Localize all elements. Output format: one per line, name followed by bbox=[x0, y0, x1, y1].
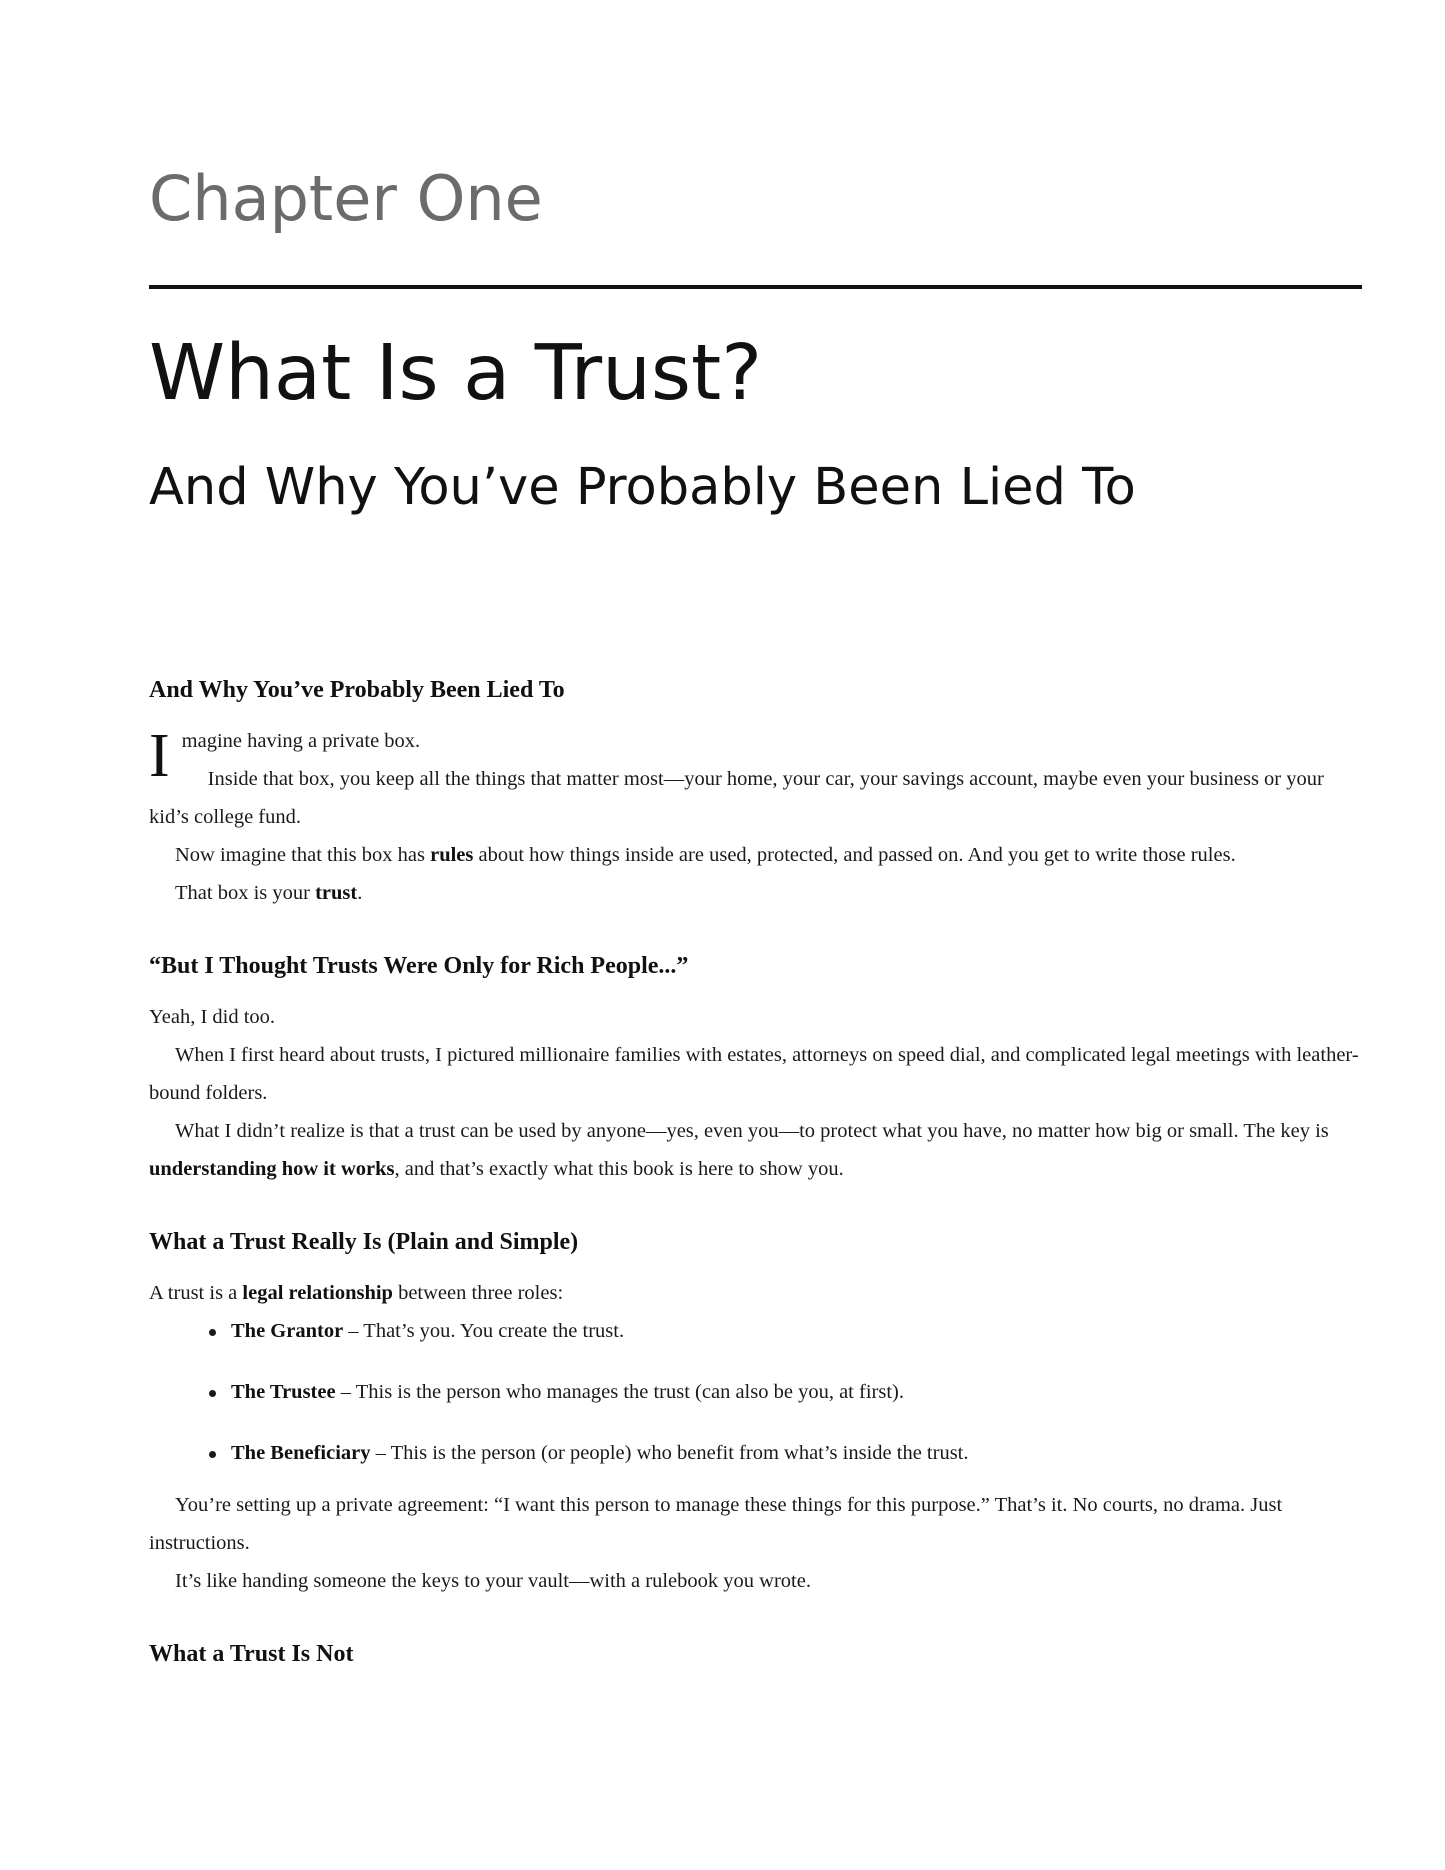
roles-list bbox=[149, 1312, 1362, 1472]
intro-paragraph-3 bbox=[149, 836, 1362, 874]
intro-paragraph-4 bbox=[149, 874, 1362, 912]
rich-paragraph-3 bbox=[149, 1112, 1362, 1188]
really-intro-paragraph bbox=[149, 1274, 1362, 1312]
role-description: – This is the person (or people) who benefit from what’s inside the trust. bbox=[370, 1442, 969, 1464]
section-heading-really-is: What a Trust Really Is (Plain and Simple) bbox=[149, 1229, 579, 1255]
rich-paragraph-3-b: , and that’s exactly what this book is here to show you. bbox=[394, 1158, 844, 1180]
intro-paragraph-2: Inside that box, you keep all the things that matter most—your home, your car, your savings account, maybe even your business or your kid’s college fund. bbox=[149, 768, 1324, 828]
drop-cap: I bbox=[149, 722, 170, 790]
spacer bbox=[149, 1262, 1362, 1274]
section-heading-intro: And Why You’ve Probably Been Lied To bbox=[149, 677, 565, 703]
intro-paragraph-4-a: That box is your bbox=[175, 882, 316, 904]
intro-paragraph-3-a: Now imagine that this box has bbox=[175, 844, 431, 866]
dropcap-paragraph bbox=[149, 722, 1362, 836]
list-item bbox=[231, 1312, 1362, 1350]
spacer bbox=[149, 986, 1362, 998]
really-paragraph-after-2: It’s like handing someone the keys to your vault—with a rulebook you wrote. bbox=[175, 1570, 811, 1592]
rich-paragraph-3-a: What I didn’t realize is that a trust can be used by anyone—yes, even you—to protect what you have, no matter how big or small. The key is bbox=[175, 1120, 1329, 1142]
chapter-subtitle: And Why You’ve Probably Been Lied To bbox=[149, 458, 1136, 517]
intro-paragraph-1 bbox=[149, 722, 1362, 760]
spacer bbox=[149, 912, 1362, 946]
role-name: The Beneficiary bbox=[231, 1442, 371, 1464]
chapter-body bbox=[149, 670, 1362, 1674]
intro-paragraph-4-bold: trust bbox=[315, 882, 358, 904]
really-intro-bold: legal relationship bbox=[242, 1282, 393, 1304]
role-description: – This is the person who manages the trust (can also be you, at first). bbox=[335, 1381, 904, 1403]
spacer bbox=[149, 1600, 1362, 1634]
spacer bbox=[149, 710, 1362, 722]
chapter-title: What Is a Trust? bbox=[149, 329, 763, 418]
role-description: – That’s you. You create the trust. bbox=[343, 1320, 625, 1342]
section-heading-is-not: What a Trust Is Not bbox=[149, 1641, 354, 1667]
list-item bbox=[231, 1434, 1362, 1472]
really-intro-a: A trust is a bbox=[149, 1282, 243, 1304]
intro-paragraph-1-text: magine having a private box. bbox=[181, 730, 421, 752]
rich-paragraph-3-bold: understanding how it works bbox=[149, 1158, 395, 1180]
chapter-divider bbox=[149, 285, 1362, 289]
role-name: The Grantor bbox=[231, 1320, 344, 1342]
role-name: The Trustee bbox=[231, 1381, 336, 1403]
intro-paragraph-3-bold: rules bbox=[430, 844, 474, 866]
really-paragraph-after-1: You’re setting up a private agreement: “I want this person to manage these things for this purpose.” That’s it. No courts, no drama. Just instructions. bbox=[149, 1494, 1283, 1554]
chapter-label: Chapter One bbox=[149, 162, 543, 235]
list-item bbox=[231, 1373, 1362, 1411]
intro-paragraph-3-b: about how things inside are used, protected, and passed on. And you get to write those rules. bbox=[473, 844, 1236, 866]
rich-paragraph-1: Yeah, I did too. bbox=[149, 1006, 276, 1028]
really-intro-b: between three roles: bbox=[392, 1282, 564, 1304]
rich-paragraph-2: When I first heard about trusts, I pictured millionaire families with estates, attorneys on speed dial, and complicated legal meetings with leather-bound folders. bbox=[149, 1044, 1359, 1104]
section-heading-rich-people: “But I Thought Trusts Were Only for Rich People...” bbox=[149, 953, 689, 979]
intro-paragraph-4-b: . bbox=[357, 882, 363, 904]
spacer bbox=[149, 1188, 1362, 1222]
